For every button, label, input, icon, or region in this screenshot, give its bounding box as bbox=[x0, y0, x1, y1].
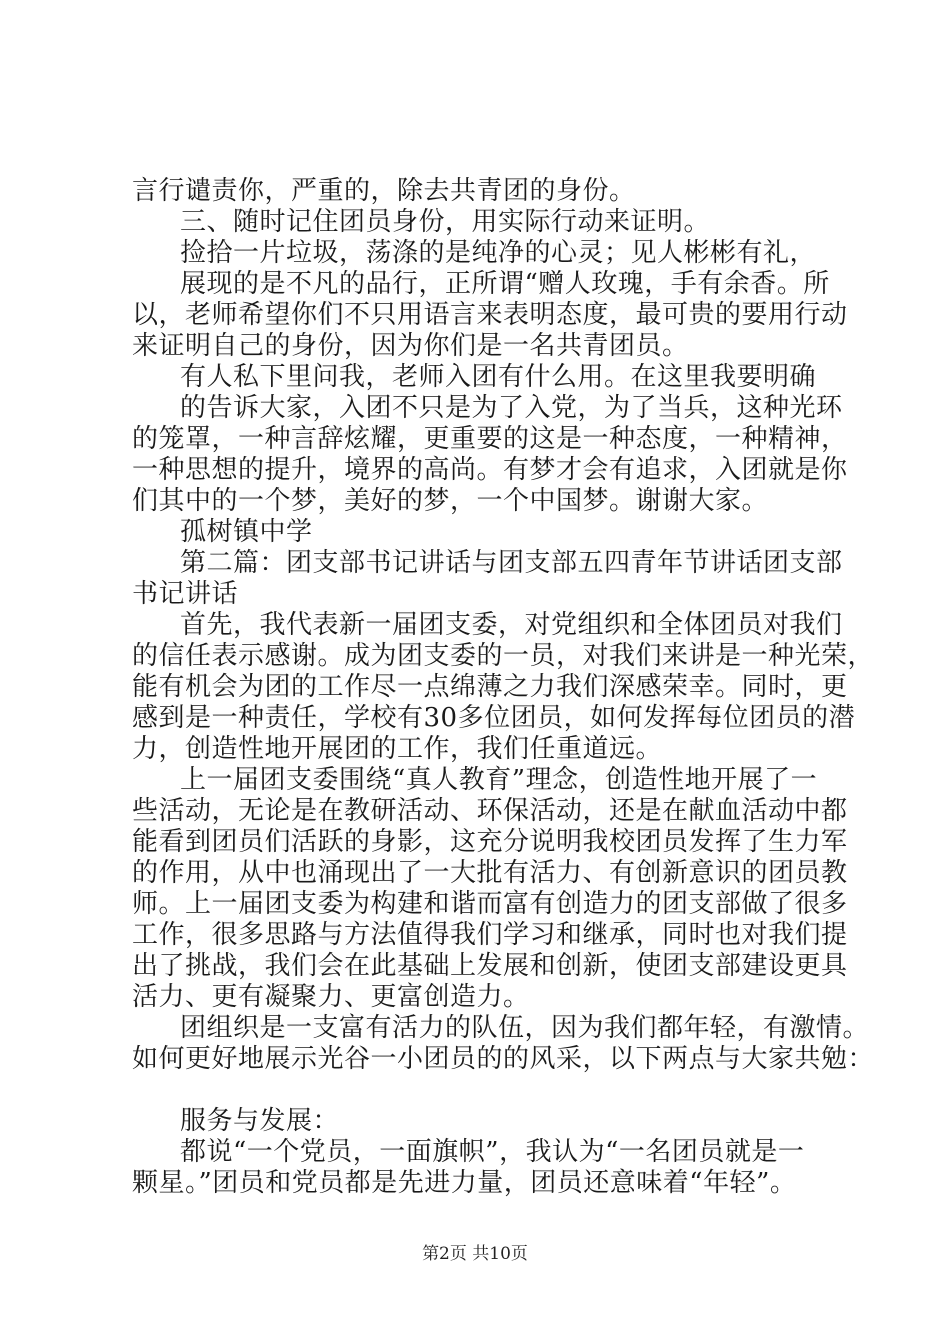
text-line: 的作用，从中也涌现出了一大批有活力、有创新意识的团员教 bbox=[132, 858, 848, 888]
text-line: 的信任表示感谢。成为团支委的一员，对我们来讲是一种光荣， bbox=[132, 641, 875, 671]
text-line: 感到是一种责任，学校有30多位团员，如何发挥每位团员的潜 bbox=[132, 703, 856, 733]
text-line: 师。上一届团支委为构建和谐而富有创造力的团支部做了很多 bbox=[132, 889, 848, 919]
text-line: 捡拾一片垃圾，荡涤的是纯净的心灵；见人彬彬有礼， bbox=[180, 238, 817, 268]
text-line: 言行谴责你，严重的，除去共青团的身份。 bbox=[132, 176, 636, 206]
text-line: 来证明自己的身份，因为你们是一名共青团员。 bbox=[132, 331, 689, 361]
subheading: 服务与发展： bbox=[180, 1106, 340, 1136]
text-line: 工作，很多思路与方法值得我们学习和继承，同时也对我们提 bbox=[132, 920, 848, 950]
text-line: 颗星。”团员和党员都是先进力量，团员还意味着“年轻”。 bbox=[132, 1168, 797, 1198]
text-line: 些活动，无论是在教研活动、环保活动，还是在献血活动中都 bbox=[132, 796, 848, 826]
text-line: 出了挑战，我们会在此基础上发展和创新，使团支部建设更具 bbox=[132, 951, 848, 981]
text-line: 活力、更有凝聚力、更富创造力。 bbox=[132, 982, 530, 1012]
text-line: 团组织是一支富有活力的队伍，因为我们都年轻，有激情。 bbox=[180, 1013, 870, 1043]
text-line: 都说“一个党员，一面旗帜”，我认为“一名团员就是一 bbox=[180, 1137, 805, 1167]
text-line: 力，创造性地开展团的工作，我们任重道远。 bbox=[132, 734, 663, 764]
text-line: 展现的是不凡的品行，正所谓“赠人玫瑰，手有余香。所 bbox=[180, 269, 830, 299]
text-line: 的告诉大家，入团不只是为了入党，为了当兵，这种光环 bbox=[180, 393, 843, 423]
text-line: 三、随时记住团员身份，用实际行动来证明。 bbox=[180, 207, 711, 237]
text-line: 以，老师希望你们不只用语言来表明态度，最可贵的要用行动 bbox=[132, 300, 848, 330]
page-number-footer: 第2页 共10页 bbox=[422, 1244, 528, 1264]
text-line: 首先，我代表新一届团支委，对党组织和全体团员对我们 bbox=[180, 610, 843, 640]
school-name: 孤树镇中学 bbox=[180, 517, 313, 547]
text-line: 们其中的一个梦，美好的梦，一个中国梦。谢谢大家。 bbox=[132, 486, 769, 516]
text-line: 一种思想的提升，境界的高尚。有梦才会有追求，入团就是你 bbox=[132, 455, 848, 485]
text-line: 如何更好地展示光谷一小团员的的风采，以下两点与大家共勉： bbox=[132, 1044, 875, 1074]
section-heading-cont: 书记讲话 bbox=[132, 579, 239, 609]
text-line: 的笼罩，一种言辞炫耀，更重要的这是一种态度，一种精神， bbox=[132, 424, 848, 454]
text-line: 上一届团支委围绕“真人教育”理念，创造性地开展了一 bbox=[180, 765, 818, 795]
text-line: 能看到团员们活跃的身影，这充分说明我校团员发挥了生力军 bbox=[132, 827, 848, 857]
text-line: 能有机会为团的工作尽一点绵薄之力我们深感荣幸。同时，更 bbox=[132, 672, 848, 702]
text-line: 有人私下里问我，老师入团有什么用。在这里我要明确 bbox=[180, 362, 817, 392]
section-heading: 第二篇：团支部书记讲话与团支部五四青年节讲话团支部 bbox=[180, 548, 843, 578]
